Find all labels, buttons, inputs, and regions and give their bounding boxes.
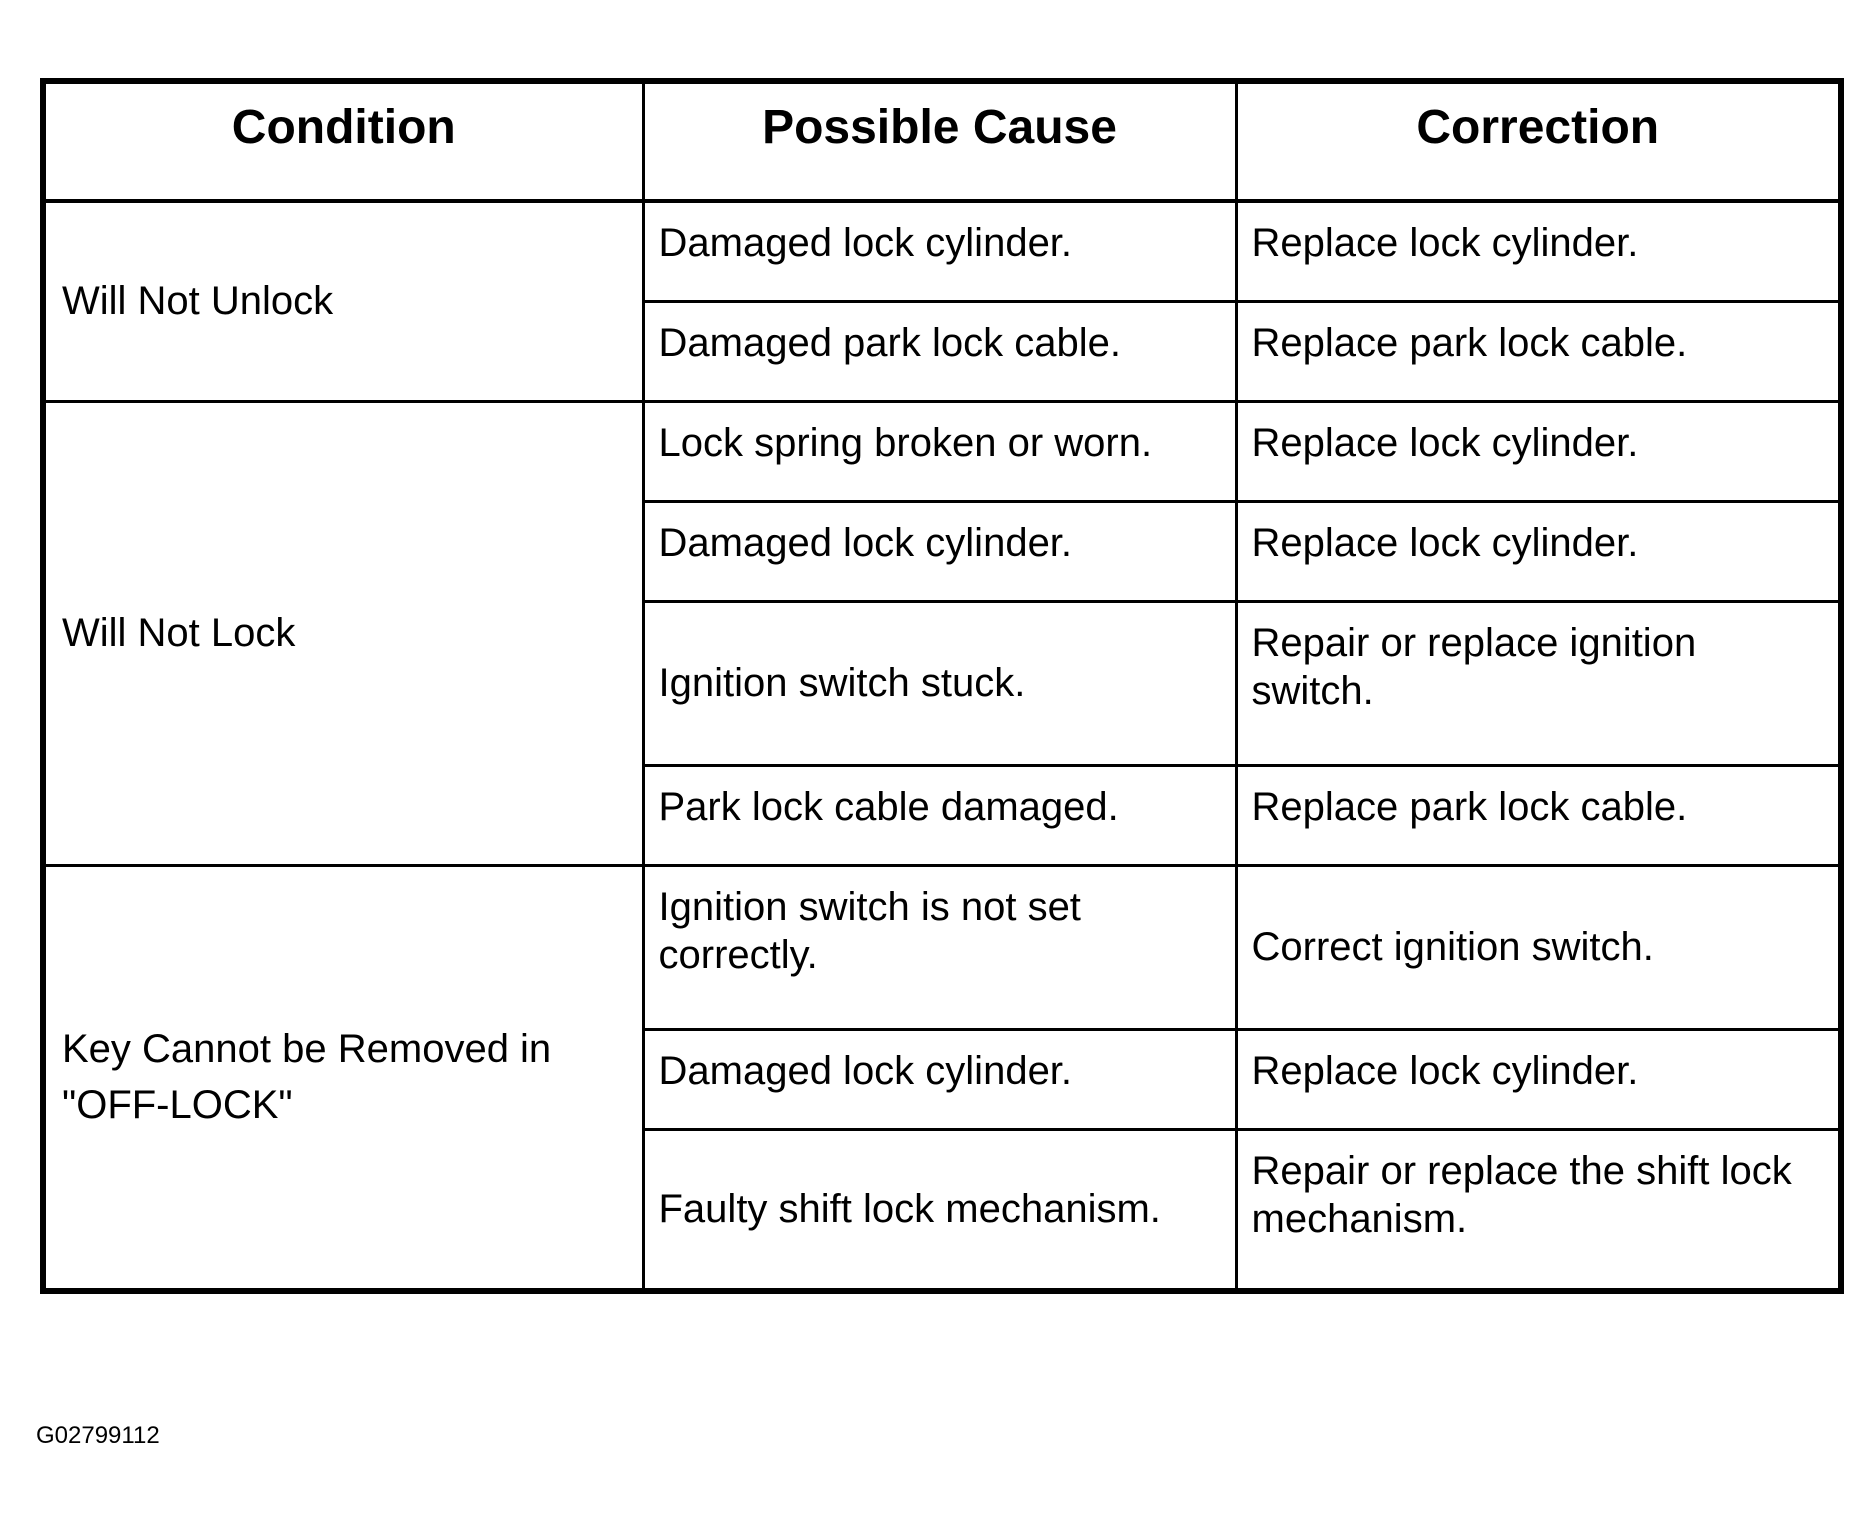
correction-cell: Replace lock cylinder.: [1236, 201, 1841, 301]
cause-cell: Ignition switch is not set correctly.: [643, 865, 1236, 1029]
header-correction: Correction: [1236, 81, 1841, 201]
cause-cell: Ignition switch stuck.: [643, 601, 1236, 765]
cause-cell: Damaged lock cylinder.: [643, 1029, 1236, 1129]
cause-cell: Damaged lock cylinder.: [643, 201, 1236, 301]
cause-cell: Park lock cable damaged.: [643, 765, 1236, 865]
cause-cell: Faulty shift lock mechanism.: [643, 1129, 1236, 1291]
cause-cell: Lock spring broken or worn.: [643, 401, 1236, 501]
correction-cell: Replace park lock cable.: [1236, 765, 1841, 865]
correction-cell: Replace lock cylinder.: [1236, 401, 1841, 501]
correction-cell: Replace lock cylinder.: [1236, 501, 1841, 601]
cause-cell: Damaged lock cylinder.: [643, 501, 1236, 601]
condition-cell: Key Cannot be Removed in "OFF-LOCK": [43, 865, 643, 1291]
table-row: [43, 401, 1841, 501]
table-row: [43, 865, 1841, 1029]
cause-cell: Damaged park lock cable.: [643, 301, 1236, 401]
condition-cell: Will Not Unlock: [43, 201, 643, 401]
header-possible-cause: Possible Cause: [643, 81, 1236, 201]
correction-cell: Correct ignition switch.: [1236, 865, 1841, 1029]
diagnosis-table: [40, 78, 1844, 1294]
correction-cell: Replace park lock cable.: [1236, 301, 1841, 401]
figure-id: G02799112: [36, 1422, 160, 1449]
table-row: [43, 201, 1841, 301]
condition-cell: Will Not Lock: [43, 401, 643, 865]
correction-cell: Repair or replace the shift lock mechanism.: [1236, 1129, 1841, 1291]
header-row: [43, 81, 1841, 201]
header-condition: Condition: [43, 81, 643, 201]
correction-cell: Repair or replace ignition switch.: [1236, 601, 1841, 765]
correction-cell: Replace lock cylinder.: [1236, 1029, 1841, 1129]
